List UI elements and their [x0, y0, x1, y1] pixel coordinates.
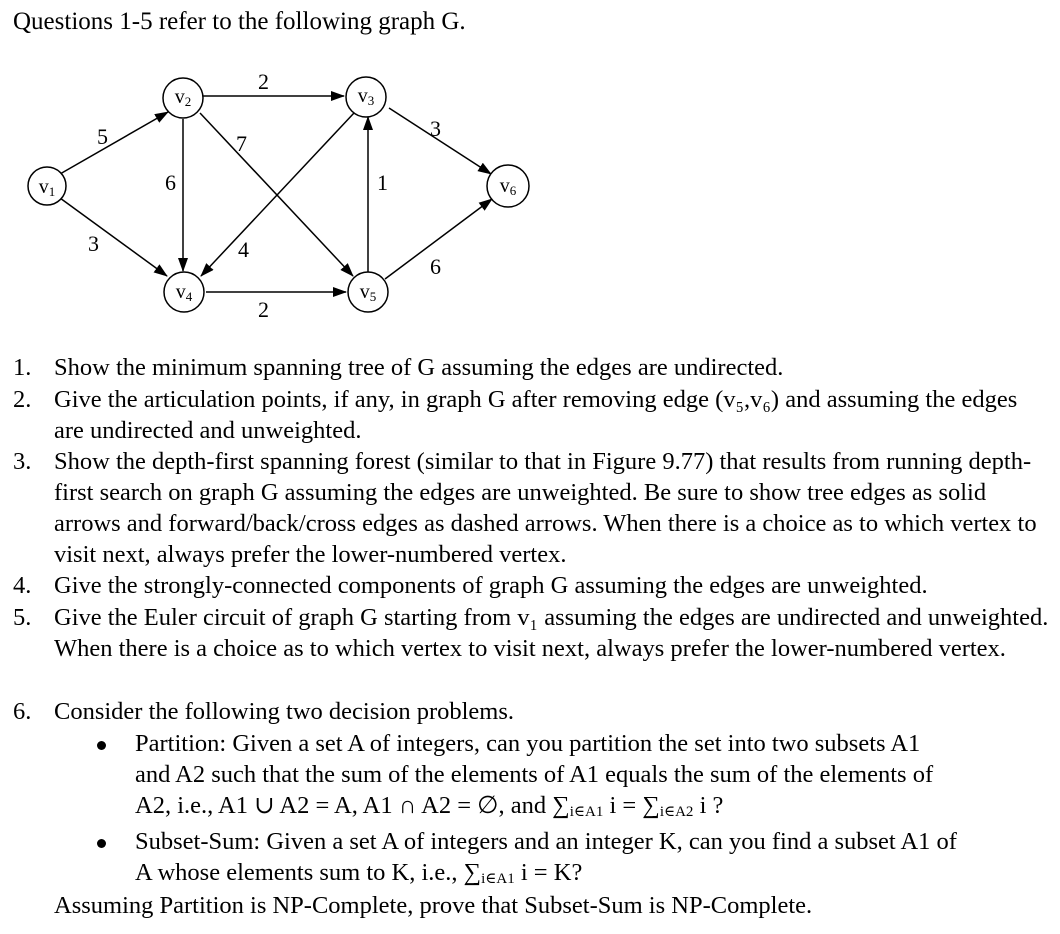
bullet-dot	[97, 741, 106, 750]
vertex-v2	[163, 78, 203, 118]
bullet-dot	[97, 839, 106, 848]
sum-symbol: ∑	[552, 792, 570, 819]
question-3	[13, 446, 1053, 570]
vertex-v5-label: v	[359, 281, 370, 303]
partition-line-3: A2, i.e., A1 ∪ A2 = A, A1 ∩ A2 = ∅, and	[135, 792, 553, 819]
subset-sum-line-1: Subset-Sum: Given a set A of integers and an integer K, can you find a subset A1 of	[135, 828, 957, 855]
question-text: Show the minimum spanning tree of G assuming the edges are undirected.	[54, 354, 784, 381]
vertex-v3-sub: 3	[367, 93, 375, 108]
sum-symbol: ∑	[642, 792, 660, 819]
subset-sum-line-2: A whose elements sum to K, i.e.,	[135, 859, 464, 886]
closing-text: Assuming Partition is NP-Complete, prove that Subset-Sum is NP-Complete.	[54, 892, 813, 919]
weight-v4-v5: 2	[258, 297, 269, 322]
sum-subscript: i∈A1	[481, 871, 515, 887]
bullet-text	[135, 826, 1052, 888]
sum-middle: i =	[603, 792, 643, 819]
partition-line-1: Partition: Given a set A of integers, can you partition the set into two subsets A1	[135, 730, 921, 757]
question-text: Give the strongly-connected components of graph G assuming the edges are unweighted.	[54, 572, 928, 599]
vertex-v1-sub: 1	[48, 184, 56, 199]
weight-v2-v5: 7	[236, 131, 247, 156]
weight-v2-v4: 6	[165, 170, 176, 195]
vertex-v5	[348, 272, 388, 312]
weight-v5-v3: 1	[377, 170, 388, 195]
vertex-v5-sub: 5	[369, 289, 377, 304]
vertex-v4	[164, 272, 204, 312]
weight-v2-v3: 2	[258, 69, 269, 94]
subset-sum-line-end: i = K?	[514, 859, 583, 886]
bullet-text	[135, 728, 1052, 821]
intro-text: Questions 1-5 refer to the following graph G.	[13, 8, 466, 35]
sum-subscript: i∈A1	[569, 804, 604, 820]
vertex-v4-label: v	[175, 281, 186, 303]
question-2	[13, 384, 1053, 446]
weight-v3-v6: 3	[430, 116, 441, 141]
question-4	[13, 570, 1053, 601]
question-number: 2.	[13, 386, 32, 413]
question-1	[13, 352, 1053, 383]
weight-v1-v2: 5	[97, 124, 108, 149]
vertex-v2-sub: 2	[184, 94, 192, 109]
weight-v5-v6: 6	[430, 254, 441, 279]
bullet-partition	[97, 728, 1052, 821]
sum-subscript: i∈A2	[659, 804, 694, 820]
question-text: Give the Euler circuit of graph G starting from v₁ assuming the edges are undirected and unweighted. When there is a choice as to which vertex to visit next, always prefer the lower-numbered vertex.	[54, 604, 1049, 662]
question-text: Consider the following two decision problems.	[54, 698, 514, 725]
question-number: 6.	[13, 698, 32, 725]
vertex-v3	[346, 77, 386, 117]
question-text: Show the depth-first spanning forest (similar to that in Figure 9.77) that results from running depth-first search on graph G assuming the edges are unweighted. Be sure to show tree edges as solid arrows and forward/back/cross edges as dashed arrows. When there is a choice as to which vertex to visit next, always prefer the lower-numbered vertex.	[54, 448, 1037, 568]
bullet-subset-sum	[97, 826, 1052, 888]
weight-v1-v4: 3	[88, 231, 99, 256]
vertex-v6-label: v	[499, 175, 510, 197]
question-number: 1.	[13, 354, 32, 381]
weight-v5-v4: 4	[238, 237, 249, 262]
question-number: 4.	[13, 572, 32, 599]
vertex-v4-sub: 4	[185, 289, 193, 304]
vertex-v6-sub: 6	[509, 183, 517, 198]
graph-g	[0, 0, 1060, 340]
vertex-v3-label: v	[357, 85, 368, 107]
vertex-v1-label: v	[38, 176, 49, 198]
question-5	[13, 602, 1053, 664]
question-number: 5.	[13, 604, 32, 631]
vertex-v6	[487, 165, 529, 207]
edge-v1-v4	[60, 198, 167, 276]
edge-v1-v2	[60, 112, 168, 174]
partition-line-end: i ?	[693, 792, 724, 819]
question-text: Give the articulation points, if any, in graph G after removing edge (v₅,v₆) and assuming the edges are undirected and unweighted.	[54, 386, 1018, 444]
question-6	[13, 696, 1053, 727]
vertex-v2-label: v	[174, 86, 185, 108]
vertex-v1	[28, 167, 66, 205]
question-number: 3.	[13, 448, 32, 475]
sum-symbol: ∑	[463, 859, 482, 886]
partition-line-2: and A2 such that the sum of the elements of A1 equals the sum of the elements of	[135, 761, 934, 788]
